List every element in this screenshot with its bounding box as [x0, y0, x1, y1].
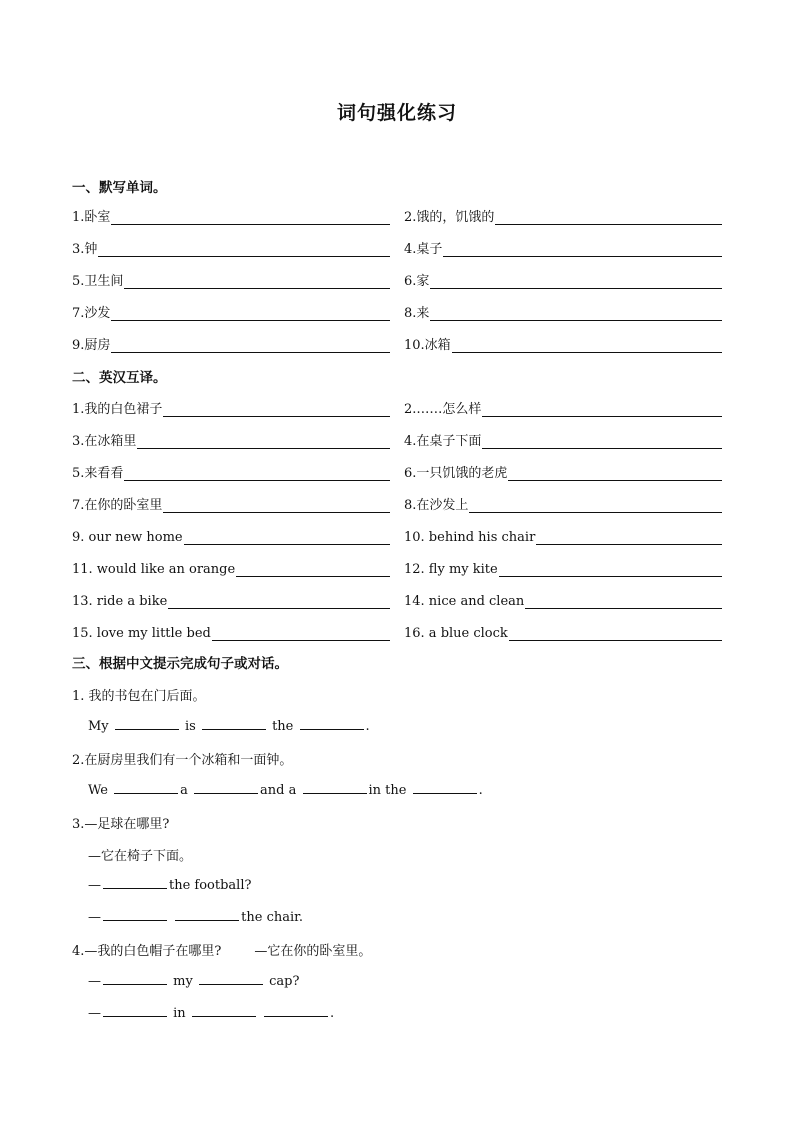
item-label: 12. fly my kite	[404, 562, 498, 577]
word: a	[180, 783, 188, 798]
fill-blank[interactable]	[103, 972, 167, 985]
q4-line2	[88, 1004, 334, 1021]
answer-line[interactable]	[482, 435, 722, 449]
answer-line[interactable]	[452, 339, 722, 353]
translate-item	[72, 463, 390, 481]
word-item	[72, 335, 390, 353]
answer-line[interactable]	[137, 435, 390, 449]
page-title: 词句强化练习	[336, 102, 457, 124]
item-label: 15. love my little bed	[72, 626, 211, 641]
word: We	[88, 783, 108, 798]
item-label: 9.厨房	[72, 338, 111, 353]
answer-line[interactable]	[469, 499, 722, 513]
item-label: 13. ride a bike	[72, 594, 168, 609]
word: the	[272, 719, 294, 734]
q2-prompt: 2.在厨房里我们有一个冰箱和一面钟。	[72, 753, 293, 768]
answer-line[interactable]	[482, 403, 722, 417]
fill-blank[interactable]	[103, 908, 167, 921]
fill-blank[interactable]	[103, 876, 167, 889]
item-label: 10.冰箱	[404, 338, 451, 353]
punct: .	[329, 1006, 335, 1021]
section1-heading: 一、默写单词。	[72, 180, 167, 196]
answer-line[interactable]	[508, 467, 722, 481]
fill-blank[interactable]	[192, 1004, 256, 1017]
answer-line[interactable]	[124, 467, 390, 481]
q1-prompt: 1. 我的书包在门后面。	[72, 689, 206, 704]
q2-sentence	[88, 781, 483, 798]
word: in the	[368, 783, 407, 798]
answer-line[interactable]	[163, 499, 390, 513]
translate-item	[404, 623, 722, 641]
translate-item	[404, 399, 722, 417]
answer-line[interactable]	[111, 211, 390, 225]
fill-blank[interactable]	[300, 717, 364, 730]
item-label: 6.家	[404, 274, 430, 289]
item-label: 3.钟	[72, 242, 98, 257]
answer-line[interactable]	[495, 211, 722, 225]
fill-blank[interactable]	[115, 717, 179, 730]
item-label: 10. behind his chair	[404, 530, 536, 545]
word-item	[404, 335, 722, 353]
answer-line[interactable]	[111, 307, 390, 321]
fill-blank[interactable]	[202, 717, 266, 730]
section2-heading: 二、英汉互译。	[72, 370, 167, 386]
translate-item	[404, 431, 722, 449]
translate-item	[72, 431, 390, 449]
translate-item	[72, 559, 390, 577]
q4-line1	[88, 972, 299, 989]
word: in	[173, 1006, 186, 1021]
item-label: 9. our new home	[72, 530, 183, 545]
item-label: 7.在你的卧室里	[72, 498, 163, 513]
word-item	[404, 303, 722, 321]
item-label: 4.在桌子下面	[404, 434, 482, 449]
q3-prompt-answer: —它在椅子下面。	[88, 849, 193, 864]
answer-line[interactable]	[98, 243, 390, 257]
word: cap?	[269, 974, 300, 989]
answer-line[interactable]	[443, 243, 722, 257]
word: and a	[260, 783, 297, 798]
q1-sentence	[88, 717, 370, 734]
answer-line[interactable]	[184, 531, 390, 545]
translate-item	[72, 623, 390, 641]
item-label: 2.……怎么样	[404, 402, 482, 417]
fill-blank[interactable]	[413, 781, 477, 794]
translate-item	[72, 527, 390, 545]
translate-item	[404, 463, 722, 481]
translate-item	[72, 495, 390, 513]
answer-line[interactable]	[236, 563, 390, 577]
item-label: 2.饿的，饥饿的	[404, 210, 495, 225]
answer-line[interactable]	[212, 627, 390, 641]
fill-blank[interactable]	[103, 1004, 167, 1017]
punct: .	[478, 783, 483, 798]
word: the football?	[169, 878, 252, 893]
word-item	[72, 239, 390, 257]
word-item	[72, 303, 390, 321]
answer-line[interactable]	[168, 595, 390, 609]
q3-line2	[88, 908, 303, 925]
item-label: 7.沙发	[72, 306, 111, 321]
word: my	[173, 974, 193, 989]
item-label: 14. nice and clean	[404, 594, 525, 609]
item-label: 1.我的白色裙子	[72, 402, 163, 417]
translate-item	[404, 591, 722, 609]
q4-prompt: 4.—我的白色帽子在哪里? —它在你的卧室里。	[72, 944, 372, 959]
translate-item	[404, 527, 722, 545]
translate-item	[404, 495, 722, 513]
word-item	[72, 271, 390, 289]
fill-blank[interactable]	[114, 781, 178, 794]
fill-blank[interactable]	[175, 908, 239, 921]
word-item	[404, 271, 722, 289]
answer-line[interactable]	[499, 563, 722, 577]
answer-line[interactable]	[163, 403, 390, 417]
punct: .	[365, 719, 370, 734]
item-label: 11. would like an orange	[72, 562, 236, 577]
fill-blank[interactable]	[194, 781, 258, 794]
word: the chair.	[241, 910, 304, 925]
fill-blank[interactable]	[303, 781, 367, 794]
translate-item	[72, 399, 390, 417]
translate-item	[72, 591, 390, 609]
answer-line[interactable]	[430, 307, 722, 321]
q3-prompt: 3.—足球在哪里?	[72, 817, 170, 832]
dash: —	[88, 910, 101, 925]
dash: —	[88, 974, 101, 989]
fill-blank[interactable]	[264, 1004, 328, 1017]
item-label: 8.在沙发上	[404, 498, 469, 513]
answer-line[interactable]	[111, 339, 390, 353]
answer-line[interactable]	[525, 595, 722, 609]
item-label: 3.在冰箱里	[72, 434, 137, 449]
answer-line[interactable]	[124, 275, 390, 289]
dash: —	[88, 878, 101, 893]
word: is	[184, 719, 196, 734]
answer-line[interactable]	[430, 275, 722, 289]
answer-line[interactable]	[536, 531, 722, 545]
item-label: 8.来	[404, 306, 430, 321]
word: My	[88, 719, 109, 734]
section3-heading: 三、根据中文提示完成句子或对话。	[72, 656, 288, 672]
dash: —	[88, 1006, 101, 1021]
item-label: 5.来看看	[72, 466, 124, 481]
word-item	[404, 207, 722, 225]
item-label: 4.桌子	[404, 242, 443, 257]
word-item	[404, 239, 722, 257]
fill-blank[interactable]	[199, 972, 263, 985]
word-item	[72, 207, 390, 225]
item-label: 16. a blue clock	[404, 626, 508, 641]
answer-line[interactable]	[509, 627, 722, 641]
translate-item	[404, 559, 722, 577]
item-label: 5.卫生间	[72, 274, 124, 289]
q3-line1	[88, 876, 251, 893]
item-label: 6.一只饥饿的老虎	[404, 466, 508, 481]
item-label: 1.卧室	[72, 210, 111, 225]
